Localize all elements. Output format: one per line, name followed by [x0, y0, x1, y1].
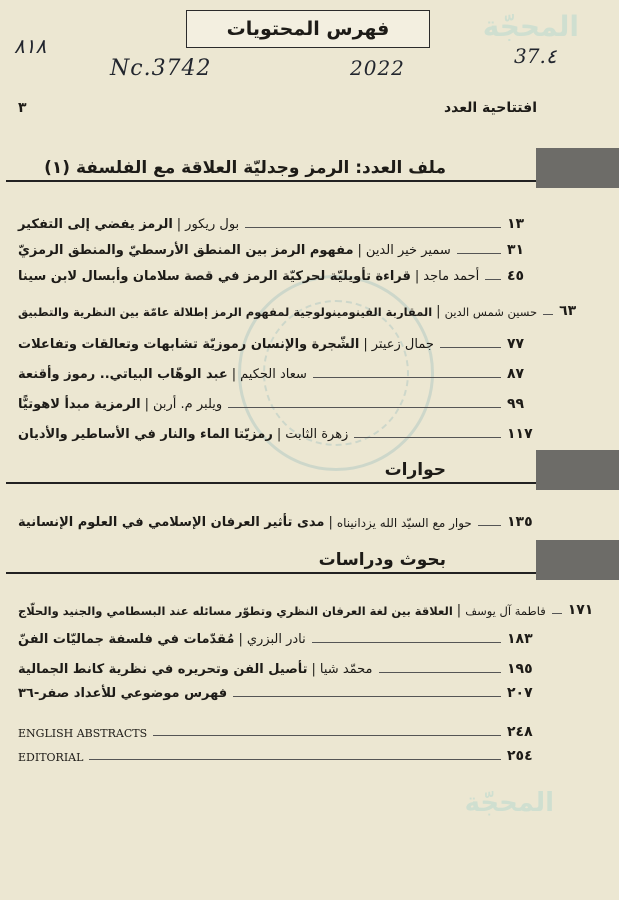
- toc-entry: [18, 742, 537, 764]
- toc-entry: [18, 718, 537, 740]
- entry-page: ٢٤٨: [507, 724, 533, 740]
- section-tab: [536, 540, 619, 580]
- section-label: بحوث ودراسات: [318, 550, 446, 570]
- entry-author: حسين شمس الدين: [444, 305, 538, 319]
- entry-author: ويلبر م. أربن: [153, 397, 223, 412]
- entry-page: ١٨٣: [507, 631, 533, 647]
- watermark-masthead: المحجّة: [482, 10, 579, 43]
- entry-page: ١٣: [507, 216, 525, 232]
- entry-title: الرمزية مبدأ لاهوتيًّا: [18, 397, 141, 412]
- handwritten-call-number: Nc.3742: [110, 56, 212, 81]
- entry-title: تأصيل الفن وتحريره في نظرية كانط الجمالية: [18, 662, 308, 677]
- entry-title: عبد الوهّاب البياتي.. رموز وأقنعة: [18, 367, 228, 382]
- entry-title: المقاربة الفينومينولوجية لمفهوم الرمز إطلالة عامّة بين النظرية والتطبيق: [18, 305, 433, 319]
- entry-author: محمّد شيا: [319, 662, 373, 677]
- entry-title: مفهوم الرمز بين المنطق الأرسطيّ والمنطق الرمزيّ: [18, 243, 354, 258]
- toc-entry: مفهوم الرمز بين المنطق الأرسطيّ والمنطق الرمزيّ | سمير خير الدين ٣١: [18, 236, 537, 258]
- entry-page: ٤٥: [507, 268, 525, 284]
- toc-entry: مدى تأثير العرفان الإسلامي في العلوم الإنسانية | حوار مع السيّد الله يزدانيناه ١٣٥: [18, 508, 537, 530]
- entry-author: جمال زعيتر: [371, 337, 434, 352]
- entry-page: ٢٥٤: [507, 748, 533, 764]
- opening-page: ٣: [18, 100, 27, 116]
- entry-title: EDITORIAL: [18, 751, 84, 764]
- toc-entry: رمزيّتا الماء والنار في الأساطير والأديان | زهرة الثابت ١١٧: [18, 420, 537, 442]
- entry-title: رمزيّتا الماء والنار في الأساطير والأديان: [18, 427, 273, 442]
- entry-title: الشّجرة والإنسان رموزيّة تشابهات وتعالقات وتفاعلات: [18, 337, 360, 352]
- toc-entry: الشّجرة والإنسان رموزيّة تشابهات وتعالقات وتفاعلات | جمال زعيتر ٧٧: [18, 330, 537, 352]
- entry-title: فهرس موضوعي للأعداد صفر-٣٦: [18, 686, 228, 701]
- entry-page: ٩٩: [507, 396, 525, 412]
- entry-page: ٨٧: [507, 366, 525, 382]
- handwritten-number: 37.٤: [514, 44, 557, 68]
- section-tab: [536, 450, 619, 490]
- entry-author: حوار مع السيّد الله يزدانيناه: [336, 516, 472, 530]
- entry-title: الرمز يفضي إلى التفكير: [18, 217, 173, 232]
- toc-entry: عبد الوهّاب البياتي.. رموز وأقنعة | سعاد الحكيم ٨٧: [18, 360, 537, 382]
- toc-entry: تأصيل الفن وتحريره في نظرية كانط الجمالية | محمّد شيا ١٩٥: [18, 655, 537, 677]
- entry-page: ٧٧: [507, 336, 525, 352]
- entry-title: مدى تأثير العرفان الإسلامي في العلوم الإنسانية: [18, 515, 325, 530]
- section-tab: [536, 148, 619, 188]
- toc-entry: [18, 679, 537, 701]
- section-header-research: [6, 540, 536, 580]
- entry-page: ١٣٥: [507, 514, 533, 530]
- entry-author: بول ريكور: [185, 217, 240, 232]
- toc-entry: العلاقة بين لغة العرفان النظري وتطوّر مسائله عند البسطامي والجنيد والحلّاج | فاطمة آل يوسف ١٧١: [18, 602, 594, 618]
- opening-title: افتتاحية العدد: [443, 100, 537, 116]
- entry-title: ENGLISH ABSTRACTS: [18, 727, 148, 740]
- entry-page: ١٩٥: [507, 661, 533, 677]
- entry-page: ١١٧: [507, 426, 533, 442]
- section-label: ملف العدد: الرمز وجدليّة العلاقة مع الفلسفة (١): [44, 158, 446, 178]
- toc-entry: قراءة تأويليّة لحركيّة الرمز في قصة سلامان وأبسال لابن سينا | أحمد ماجد ٤٥: [18, 262, 537, 284]
- toc-entry: المقاربة الفينومينولوجية لمفهوم الرمز إطلالة عامّة بين النظرية والتطبيق | حسين شمس الدين ٦٣: [18, 303, 577, 319]
- opening-entry: [18, 92, 537, 116]
- entry-title: العلاقة بين لغة العرفان النظري وتطوّر مسائله عند البسطامي والجنيد والحلّاج: [18, 604, 453, 618]
- entry-page: ٦٣: [559, 303, 577, 319]
- entry-page: ١٧١: [567, 602, 594, 618]
- entry-author: أحمد ماجد: [423, 269, 480, 284]
- section-header-file: [6, 148, 536, 188]
- handwritten-note: ٨١٨: [14, 34, 47, 58]
- toc-entry: الرمزية مبدأ لاهوتيًّا | ويلبر م. أربن ٩٩: [18, 390, 537, 412]
- toc-entry: مُقدّمات في فلسفة جماليّات الفنّ | نادر البزري ١٨٣: [18, 625, 537, 647]
- entry-page: ٢٠٧: [507, 685, 533, 701]
- section-header-interviews: [6, 450, 536, 490]
- toc-entry: الرمز يفضي إلى التفكير | بول ريكور ١٣: [18, 210, 537, 232]
- entry-author: نادر البزري: [246, 632, 306, 647]
- watermark-footer: المحجّة: [464, 788, 554, 818]
- entry-title: قراءة تأويليّة لحركيّة الرمز في قصة سلامان وأبسال لابن سينا: [18, 269, 411, 284]
- entry-title: مُقدّمات في فلسفة جماليّات الفنّ: [18, 632, 235, 647]
- entry-author: سمير خير الدين: [365, 243, 451, 258]
- entry-author: زهرة الثابت: [285, 427, 349, 442]
- entry-author: فاطمة آل يوسف: [465, 604, 546, 618]
- entry-page: ٣١: [507, 242, 525, 258]
- page-title: فهرس المحتويات: [186, 10, 430, 48]
- section-label: حوارات: [384, 460, 446, 480]
- entry-author: سعاد الحكيم: [240, 367, 307, 382]
- handwritten-year: 2022: [350, 56, 405, 80]
